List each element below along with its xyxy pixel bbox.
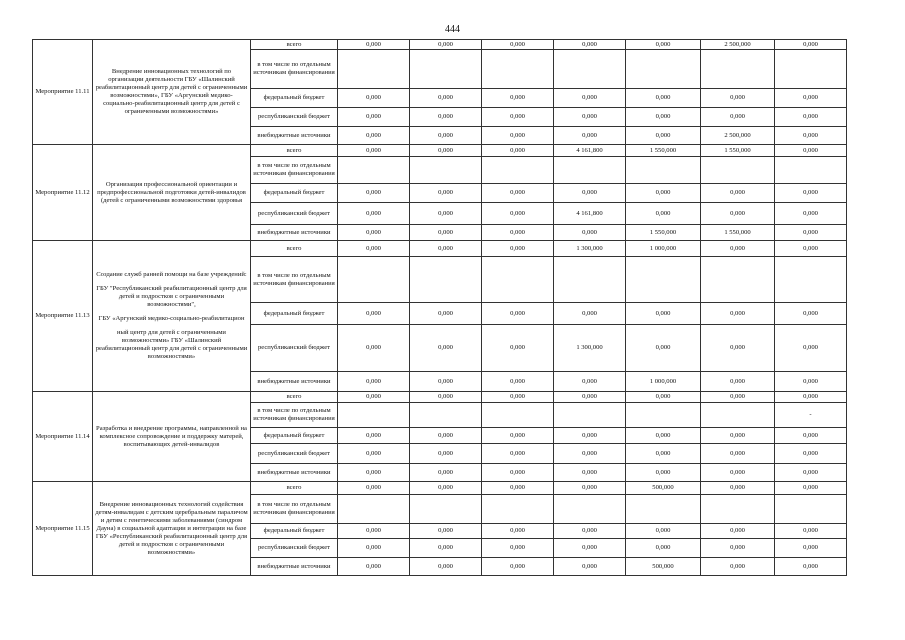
- amount-cell: [410, 495, 482, 524]
- amount-cell: 0,000: [775, 482, 847, 495]
- amount-cell: 1 550,000: [626, 145, 701, 157]
- amount-cell: 0,000: [701, 89, 775, 108]
- amount-cell: 0,000: [482, 145, 554, 157]
- amount-cell: -: [775, 403, 847, 428]
- amount-cell: 0,000: [410, 145, 482, 157]
- amount-cell: [701, 257, 775, 303]
- amount-cell: 0,000: [554, 464, 626, 482]
- amount-cell: 0,000: [410, 325, 482, 372]
- amount-cell: 0,000: [338, 524, 410, 539]
- description-paragraph: Организация профессиональной ориентации и предпрофессиональной подготовки детей-инвалидов (детей с ограниченными возможностями здоровья: [97, 180, 246, 204]
- funding-source: республиканский бюджет: [251, 444, 338, 464]
- amount-cell: 0,000: [410, 558, 482, 576]
- amount-cell: 0,000: [554, 524, 626, 539]
- amount-cell: 1 300,000: [554, 241, 626, 257]
- table-row: [33, 392, 847, 403]
- funding-source: федеральный бюджет: [251, 89, 338, 108]
- funding-source: всего: [251, 392, 338, 403]
- table-row: [33, 145, 847, 157]
- amount-cell: 0,000: [554, 184, 626, 203]
- amount-cell: [775, 257, 847, 303]
- description-paragraph: ный центр для детей с ограниченными возможностями» ГБУ «Шалинский реабилитационный центр для детей с ограниченными возможностями»: [95, 329, 248, 360]
- amount-cell: [775, 157, 847, 184]
- amount-cell: 0,000: [482, 203, 554, 225]
- amount-cell: 0,000: [775, 558, 847, 576]
- amount-cell: 0,000: [775, 145, 847, 157]
- funding-source: республиканский бюджет: [251, 108, 338, 127]
- measure-description: [93, 482, 251, 576]
- amount-cell: [626, 50, 701, 89]
- amount-cell: 0,000: [775, 40, 847, 50]
- amount-cell: 0,000: [482, 325, 554, 372]
- amount-cell: [775, 495, 847, 524]
- amount-cell: 0,000: [626, 40, 701, 50]
- amount-cell: [701, 157, 775, 184]
- description-paragraph: ГБУ «Аргунский медико-социально-реабилитацион: [98, 315, 245, 322]
- amount-cell: 0,000: [701, 303, 775, 325]
- amount-cell: 0,000: [701, 372, 775, 392]
- amount-cell: 0,000: [482, 482, 554, 495]
- funding-source: всего: [251, 145, 338, 157]
- amount-cell: [410, 403, 482, 428]
- amount-cell: 2 500,000: [701, 127, 775, 145]
- amount-cell: 0,000: [338, 241, 410, 257]
- amount-cell: 0,000: [626, 464, 701, 482]
- amount-cell: 0,000: [410, 539, 482, 558]
- amount-cell: 0,000: [338, 145, 410, 157]
- amount-cell: 1 550,000: [701, 225, 775, 241]
- amount-cell: 0,000: [775, 303, 847, 325]
- amount-cell: 0,000: [410, 428, 482, 444]
- amount-cell: 0,000: [482, 539, 554, 558]
- amount-cell: 0,000: [626, 127, 701, 145]
- amount-cell: 1 550,000: [701, 145, 775, 157]
- amount-cell: 0,000: [338, 184, 410, 203]
- amount-cell: 0,000: [410, 372, 482, 392]
- financing-table: [32, 39, 847, 576]
- amount-cell: [338, 403, 410, 428]
- amount-cell: 500,000: [626, 482, 701, 495]
- amount-cell: 0,000: [775, 464, 847, 482]
- amount-cell: 0,000: [410, 464, 482, 482]
- amount-cell: 0,000: [554, 539, 626, 558]
- amount-cell: 0,000: [482, 558, 554, 576]
- amount-cell: 0,000: [626, 108, 701, 127]
- amount-cell: 0,000: [482, 225, 554, 241]
- amount-cell: 0,000: [482, 392, 554, 403]
- table-row: [33, 40, 847, 50]
- amount-cell: 0,000: [338, 303, 410, 325]
- amount-cell: 0,000: [554, 40, 626, 50]
- amount-cell: 0,000: [775, 184, 847, 203]
- funding-source: в том числе по отдельным источникам финансирования: [251, 495, 338, 524]
- amount-cell: 1 550,000: [626, 225, 701, 241]
- funding-source: в том числе по отдельным источникам финансирования: [251, 403, 338, 428]
- table-row: [33, 482, 847, 495]
- amount-cell: 0,000: [410, 40, 482, 50]
- amount-cell: [554, 50, 626, 89]
- amount-cell: 0,000: [626, 428, 701, 444]
- amount-cell: 1 000,000: [626, 372, 701, 392]
- amount-cell: 0,000: [554, 372, 626, 392]
- amount-cell: 0,000: [775, 325, 847, 372]
- amount-cell: 0,000: [701, 184, 775, 203]
- amount-cell: 0,000: [410, 392, 482, 403]
- amount-cell: [410, 50, 482, 89]
- funding-source: внебюджетные источники: [251, 558, 338, 576]
- amount-cell: [482, 495, 554, 524]
- amount-cell: 0,000: [482, 241, 554, 257]
- measure-code: Мероприятие 11.12: [33, 145, 93, 241]
- amount-cell: 0,000: [482, 464, 554, 482]
- amount-cell: 0,000: [410, 482, 482, 495]
- funding-source: республиканский бюджет: [251, 325, 338, 372]
- amount-cell: 0,000: [775, 89, 847, 108]
- amount-cell: [554, 157, 626, 184]
- amount-cell: 0,000: [775, 127, 847, 145]
- amount-cell: [410, 257, 482, 303]
- funding-source: в том числе по отдельным источникам финансирования: [251, 257, 338, 303]
- amount-cell: 0,000: [338, 108, 410, 127]
- amount-cell: 0,000: [775, 108, 847, 127]
- amount-cell: 0,000: [338, 444, 410, 464]
- amount-cell: 0,000: [701, 428, 775, 444]
- amount-cell: [554, 495, 626, 524]
- amount-cell: [338, 50, 410, 89]
- amount-cell: 0,000: [410, 203, 482, 225]
- amount-cell: 0,000: [482, 108, 554, 127]
- amount-cell: 4 161,800: [554, 145, 626, 157]
- amount-cell: 0,000: [410, 127, 482, 145]
- amount-cell: 0,000: [410, 184, 482, 203]
- measure-code: Мероприятие 11.15: [33, 482, 93, 576]
- amount-cell: [626, 495, 701, 524]
- amount-cell: 0,000: [626, 303, 701, 325]
- amount-cell: 0,000: [775, 241, 847, 257]
- amount-cell: 4 161,800: [554, 203, 626, 225]
- amount-cell: [482, 257, 554, 303]
- amount-cell: 0,000: [626, 184, 701, 203]
- amount-cell: 1 000,000: [626, 241, 701, 257]
- amount-cell: 0,000: [338, 203, 410, 225]
- amount-cell: 0,000: [554, 89, 626, 108]
- amount-cell: 0,000: [775, 539, 847, 558]
- amount-cell: 0,000: [554, 303, 626, 325]
- funding-source: республиканский бюджет: [251, 203, 338, 225]
- amount-cell: 2 500,000: [701, 40, 775, 50]
- amount-cell: 0,000: [482, 444, 554, 464]
- amount-cell: 0,000: [338, 428, 410, 444]
- amount-cell: 0,000: [410, 444, 482, 464]
- amount-cell: 0,000: [338, 482, 410, 495]
- amount-cell: 0,000: [626, 392, 701, 403]
- amount-cell: 0,000: [338, 464, 410, 482]
- measure-description: [93, 40, 251, 145]
- amount-cell: 0,000: [410, 524, 482, 539]
- amount-cell: [701, 495, 775, 524]
- amount-cell: 0,000: [626, 203, 701, 225]
- amount-cell: 0,000: [626, 524, 701, 539]
- amount-cell: 0,000: [701, 325, 775, 372]
- amount-cell: 0,000: [338, 225, 410, 241]
- amount-cell: [775, 50, 847, 89]
- amount-cell: 0,000: [338, 127, 410, 145]
- amount-cell: [482, 50, 554, 89]
- amount-cell: 0,000: [554, 558, 626, 576]
- amount-cell: 0,000: [338, 325, 410, 372]
- amount-cell: 0,000: [626, 539, 701, 558]
- amount-cell: 0,000: [554, 482, 626, 495]
- funding-source: внебюджетные источники: [251, 225, 338, 241]
- amount-cell: 0,000: [482, 524, 554, 539]
- amount-cell: 0,000: [338, 392, 410, 403]
- amount-cell: 0,000: [554, 108, 626, 127]
- amount-cell: 0,000: [554, 225, 626, 241]
- amount-cell: 0,000: [482, 40, 554, 50]
- measure-description: [93, 145, 251, 241]
- amount-cell: 0,000: [410, 241, 482, 257]
- funding-source: всего: [251, 241, 338, 257]
- description-paragraph: Создание служб ранней помощи на базе учреждений:: [96, 271, 247, 278]
- amount-cell: 0,000: [338, 40, 410, 50]
- amount-cell: 0,000: [554, 428, 626, 444]
- amount-cell: [701, 403, 775, 428]
- amount-cell: 0,000: [338, 558, 410, 576]
- amount-cell: 0,000: [701, 524, 775, 539]
- amount-cell: 0,000: [701, 108, 775, 127]
- amount-cell: 0,000: [554, 127, 626, 145]
- funding-source: федеральный бюджет: [251, 428, 338, 444]
- funding-source: всего: [251, 40, 338, 50]
- amount-cell: 0,000: [701, 392, 775, 403]
- measure-code: Мероприятие 11.13: [33, 241, 93, 392]
- amount-cell: [626, 157, 701, 184]
- amount-cell: 0,000: [554, 444, 626, 464]
- funding-source: внебюджетные источники: [251, 127, 338, 145]
- funding-source: федеральный бюджет: [251, 184, 338, 203]
- description-paragraph: Внедрение инновационных технологий по организации деятельности ГБУ «Шалинский реабилитационный центр для детей с ограниченными возможностями», ГБУ «Аргунский медико-социально-реабилитационный центр для детей с ограниченными возможностями»: [95, 68, 248, 115]
- amount-cell: [482, 403, 554, 428]
- funding-source: в том числе по отдельным источникам финансирования: [251, 157, 338, 184]
- amount-cell: 0,000: [482, 89, 554, 108]
- amount-cell: 0,000: [482, 372, 554, 392]
- funding-source: федеральный бюджет: [251, 303, 338, 325]
- amount-cell: 0,000: [482, 184, 554, 203]
- measure-description: [93, 392, 251, 482]
- amount-cell: 0,000: [701, 558, 775, 576]
- measure-code: Мероприятие 11.14: [33, 392, 93, 482]
- amount-cell: 0,000: [626, 89, 701, 108]
- page-number: 444: [445, 24, 460, 35]
- amount-cell: 0,000: [775, 203, 847, 225]
- amount-cell: [626, 257, 701, 303]
- amount-cell: 0,000: [626, 325, 701, 372]
- amount-cell: 0,000: [775, 225, 847, 241]
- amount-cell: 1 300,000: [554, 325, 626, 372]
- funding-source: республиканский бюджет: [251, 539, 338, 558]
- amount-cell: [626, 403, 701, 428]
- amount-cell: 0,000: [482, 303, 554, 325]
- funding-source: всего: [251, 482, 338, 495]
- amount-cell: 0,000: [701, 464, 775, 482]
- amount-cell: 0,000: [338, 539, 410, 558]
- amount-cell: 0,000: [410, 303, 482, 325]
- amount-cell: 0,000: [775, 372, 847, 392]
- amount-cell: [482, 157, 554, 184]
- amount-cell: 0,000: [626, 444, 701, 464]
- funding-source: внебюджетные источники: [251, 464, 338, 482]
- amount-cell: 0,000: [482, 428, 554, 444]
- amount-cell: 0,000: [482, 127, 554, 145]
- amount-cell: [338, 495, 410, 524]
- amount-cell: 0,000: [338, 372, 410, 392]
- amount-cell: 0,000: [775, 524, 847, 539]
- amount-cell: [554, 257, 626, 303]
- amount-cell: 0,000: [701, 539, 775, 558]
- amount-cell: 500,000: [626, 558, 701, 576]
- amount-cell: [554, 403, 626, 428]
- amount-cell: [701, 50, 775, 89]
- amount-cell: 0,000: [701, 203, 775, 225]
- amount-cell: 0,000: [410, 89, 482, 108]
- amount-cell: 0,000: [775, 428, 847, 444]
- amount-cell: 0,000: [410, 108, 482, 127]
- amount-cell: [410, 157, 482, 184]
- amount-cell: 0,000: [701, 444, 775, 464]
- description-paragraph: ГБУ "Республиканский реабилитационный центр для детей и подростков с ограниченными возможностями",: [96, 285, 247, 308]
- amount-cell: 0,000: [338, 89, 410, 108]
- table-row: [33, 241, 847, 257]
- measure-description: [93, 241, 251, 392]
- amount-cell: [338, 157, 410, 184]
- amount-cell: 0,000: [410, 225, 482, 241]
- amount-cell: [338, 257, 410, 303]
- amount-cell: 0,000: [554, 392, 626, 403]
- amount-cell: 0,000: [701, 482, 775, 495]
- description-paragraph: Разработка и внедрение программы, направленной на комплексное сопровождение и поддержку матерей, воспитывающих детей-инвалидов: [96, 424, 247, 448]
- amount-cell: 0,000: [775, 444, 847, 464]
- description-paragraph: Внедрение инновационных технологий содействия детям-инвалидам с детским церебральным параличом и детям с генетическими заболеваниями (синдром Дауна) в социальной адаптации и интеграции на базе ГБУ «Республиканский реабилитационный центр для детей и подростков с ограниченными возможностями»: [95, 500, 248, 556]
- funding-source: федеральный бюджет: [251, 524, 338, 539]
- funding-source: в том числе по отдельным источникам финансирования: [251, 50, 338, 89]
- amount-cell: 0,000: [701, 241, 775, 257]
- amount-cell: 0,000: [775, 392, 847, 403]
- funding-source: внебюджетные источники: [251, 372, 338, 392]
- measure-code: Мероприятие 11.11: [33, 40, 93, 145]
